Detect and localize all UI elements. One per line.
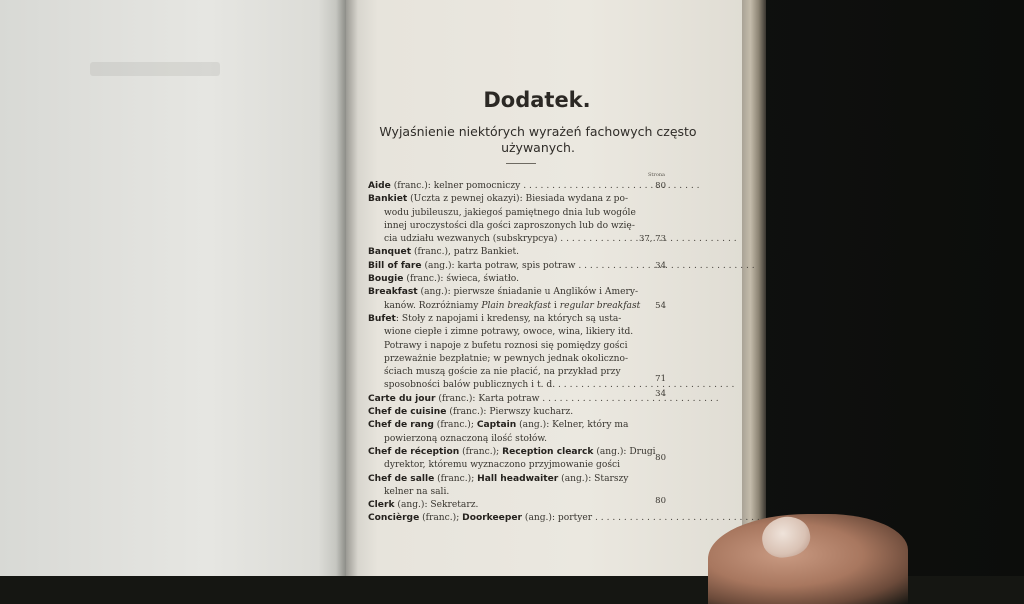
subtitle-line: używanych.: [501, 140, 575, 155]
left-page: [0, 0, 346, 576]
entry-term: Chef de réception: [368, 446, 460, 457]
glossary-entry-concierge: [368, 512, 666, 525]
glossary-entry-chef-de-reception: [368, 446, 666, 473]
entry-text: : Stoły z napojami i kredensy, na których są usta-: [395, 313, 622, 324]
page-number: 80: [655, 452, 666, 463]
entry-text: (ang.): Sekretarz.: [394, 500, 479, 511]
entry-text: (ang.): pierwsze śniadanie u Anglików i Amery-: [417, 287, 639, 298]
page-edges: [742, 0, 766, 576]
page-number: 80: [655, 496, 666, 507]
entry-text: (ang.): Drugi: [593, 446, 656, 457]
page-title: Dodatek.: [483, 88, 591, 112]
glossary-entry-bougie: [368, 273, 666, 286]
entry-text: ściach muszą goście za nie płacić, na przykład przy: [384, 367, 621, 378]
entry-term: Captain: [476, 420, 517, 431]
entry-term: Bankiet: [368, 194, 408, 205]
glossary-entry-chef-de-salle: [368, 473, 666, 500]
entry-text: kelner na sali.: [384, 486, 450, 497]
entry-term: Chef de salle: [368, 473, 435, 484]
show-through-text: [90, 62, 220, 76]
title-divider: [506, 163, 536, 164]
glossary-entry-breakfast: [368, 286, 666, 313]
glossary-entry-chef-de-cuisine: [368, 406, 666, 419]
entry-term: Reception clearck: [502, 446, 594, 457]
page-column-label: Strona: [648, 172, 666, 178]
glossary-entry-bill-of-fare: [368, 260, 666, 273]
entry-italic-term: regular breakfast: [559, 300, 641, 311]
entry-term: Aide: [368, 181, 391, 191]
page-number: 37, 73: [638, 234, 666, 245]
page-number: 34: [655, 260, 666, 271]
glossary-entry-carte-du-jour: [368, 388, 666, 406]
entry-text: kanów. Rozróżniamy: [384, 300, 482, 311]
entry-text: (franc.);: [419, 513, 463, 524]
entry-text: sposobności balów publicznych i t. d.: [384, 380, 556, 391]
glossary-entry-bankiet: [368, 193, 666, 246]
entry-term: Bufet: [368, 313, 396, 324]
entry-term: Carte du jour: [368, 393, 436, 404]
entry-text: Potrawy i napoje z bufetu roznosi się pomiędzy gości: [384, 340, 628, 351]
entry-term: Breakfast: [368, 287, 418, 298]
entry-text: (ang.): karta potraw, spis potraw: [421, 260, 576, 271]
entry-term: Doorkeeper: [462, 513, 522, 524]
entry-text: (franc.): świeca, światło.: [403, 274, 519, 285]
entry-text: (franc.): Pierwszy kucharz.: [446, 407, 574, 418]
book-gutter: [336, 0, 358, 576]
entry-text: cia udziału wezwanych (subskrypcya): [384, 234, 558, 245]
glossary-entry-bufet: [368, 313, 666, 393]
glossary-entry-chef-de-rang: [368, 419, 666, 446]
page-number: 34: [655, 388, 666, 399]
entry-italic-term: Plain breakfast: [481, 300, 552, 311]
entry-text: (franc.): Karta potraw: [435, 393, 540, 404]
page-number: 71: [655, 373, 666, 384]
entry-term: Clerk: [368, 500, 395, 511]
entry-text: innej uroczystości dla gości zaproszonych lub do wzię-: [384, 220, 635, 231]
entry-text: (Uczta z pewnej okazyi): Biesiada wydana z po-: [407, 194, 629, 205]
page-number: 80: [655, 181, 666, 191]
page-number: 54: [655, 300, 666, 311]
entry-term: Bougie: [368, 274, 404, 285]
subtitle-line: Wyjaśnienie niektórych wyrażeń fachowych często: [379, 124, 697, 139]
page-subtitle: [360, 124, 716, 156]
entry-text: powierzoną oznaczoną ilość stołów.: [384, 433, 547, 444]
glossary-entry-aide: [368, 180, 666, 193]
entry-text: wodu jubileuszu, jakiegoś pamiętnego dnia lub wogóle: [384, 207, 636, 218]
entry-term: Chef de cuisine: [368, 407, 447, 418]
glossary-entry-clerk: [368, 496, 666, 512]
entry-text: (franc.);: [433, 420, 477, 431]
entry-text: i: [551, 300, 560, 311]
entry-term: Chef de rang: [368, 420, 434, 431]
entry-text: (franc.): kelner pomocniczy: [390, 181, 521, 191]
entry-term: Concièrge: [368, 513, 420, 524]
entry-text: (franc.);: [434, 473, 478, 484]
entry-text: dyrektor, któremu wyznaczono przyjmowanie gości: [384, 460, 620, 471]
entry-term: Banquet: [368, 247, 412, 258]
glossary-list: [368, 180, 666, 526]
entry-text: (franc.), patrz Bankiet.: [411, 247, 520, 258]
entry-text: (ang.): portyer: [522, 513, 593, 524]
entry-text: przeważnie bezpłatnie; w pewnych jednak okoliczno-: [384, 353, 629, 364]
entry-text: (ang.): Starszy: [558, 473, 629, 484]
entry-term: Hall headwaiter: [477, 473, 559, 484]
entry-text: wione ciepłe i zimne potrawy, owoce, wina, likiery itd.: [384, 327, 634, 338]
glossary-entry-banquet: [368, 246, 666, 259]
entry-term: Bill of fare: [368, 260, 422, 271]
entry-text: (ang.): Kelner, który ma: [516, 420, 629, 431]
entry-text: (franc.);: [459, 446, 503, 457]
